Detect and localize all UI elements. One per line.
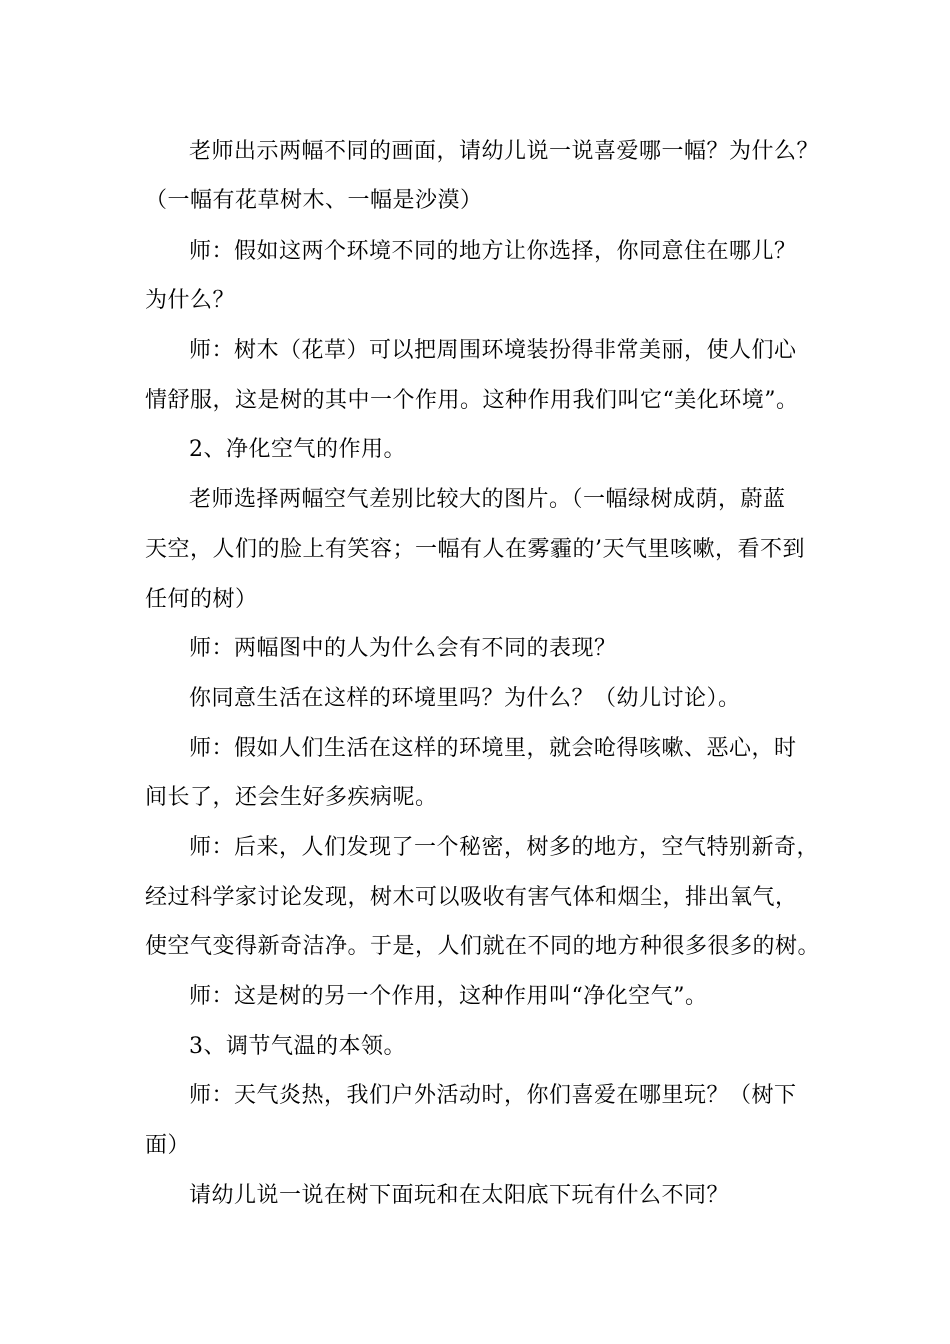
paragraph-line: 师：树木（花草）可以把周围环境装扮得非常美丽，使人们心: [189, 338, 797, 363]
paragraph-line: 老师出示两幅不同的画面，请幼儿说一说喜爱哪一幅？为什么？: [189, 139, 820, 164]
paragraph-line: 面）: [145, 1133, 191, 1158]
paragraph-line: 你同意生活在这样的环境里吗？为什么？（幼儿讨论）。: [189, 686, 741, 711]
paragraph-line: 使空气变得新奇洁净。于是，人们就在不同的地方种很多很多的树。: [145, 934, 821, 959]
paragraph-line: 间长了，还会生好多疾病呢。: [145, 785, 438, 810]
paragraph-line: 师：假如人们生活在这样的环境里，就会呛得咳嗽、恶心，时: [189, 736, 797, 761]
paragraph-line: 任何的树）: [145, 587, 258, 612]
paragraph-line: 师：这是树的另一个作用，这种作用叫“净化空气”。: [189, 984, 708, 1009]
paragraph-line: 师：天气炎热，我们户外活动时，你们喜爱在哪里玩？（树下: [189, 1083, 797, 1108]
paragraph-line: 为什么？: [145, 288, 236, 313]
paragraph-line: 老师选择两幅空气差别比较大的图片。（一幅绿树成荫，蔚蓝: [189, 487, 786, 512]
paragraph-line: 请幼儿说一说在树下面玩和在太阳底下玩有什么不同？: [189, 1183, 730, 1208]
paragraph-line: （一幅有花草树木、一幅是沙漠）: [145, 188, 483, 213]
paragraph-line: 天空，人们的脸上有笑容；一幅有人在雾霾的’天气里咳嗽，看不到: [145, 537, 805, 562]
paragraph-line: 师：后来，人们发现了一个秘密，树多的地方，空气特别新奇，: [189, 835, 820, 860]
paragraph-line: 经过科学家讨论发现，树木可以吸收有害气体和烟尘，排出氧气，: [145, 885, 798, 910]
paragraph-line: 师：两幅图中的人为什么会有不同的表现？: [189, 636, 617, 661]
section-heading: 3、调节气温的本领。: [189, 1034, 406, 1059]
paragraph-line: 情舒服，这是树的其中一个作用。这种作用我们叫它“美化环境”。: [145, 388, 799, 413]
section-heading: 2、净化空气的作用。: [189, 437, 406, 462]
paragraph-line: 师：假如这两个环境不同的地方让你选择，你同意住在哪儿？: [189, 239, 797, 264]
